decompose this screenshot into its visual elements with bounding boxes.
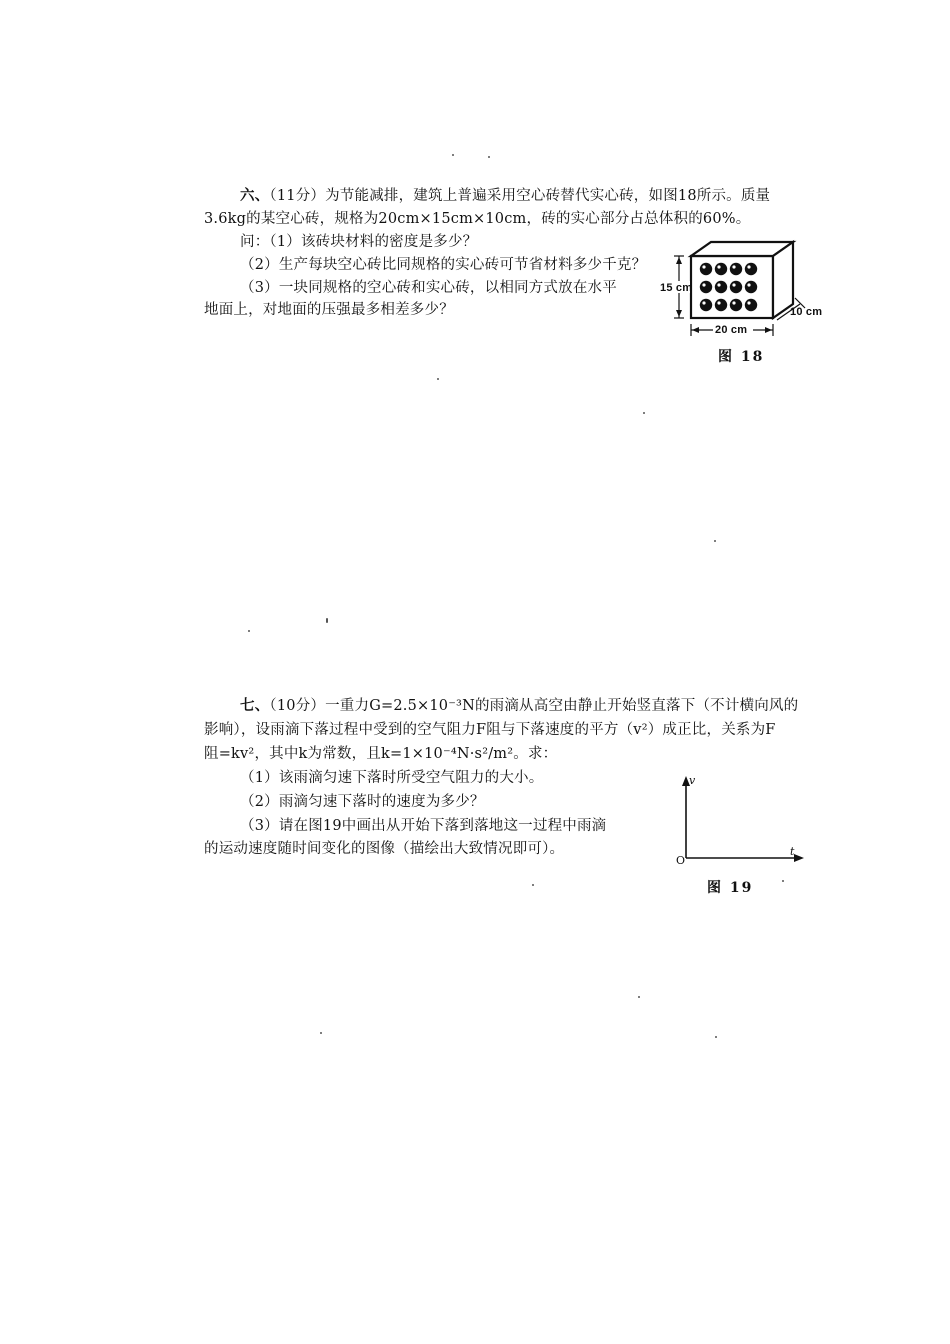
brick-hole [700,281,712,293]
brick-hole [715,263,727,275]
brick-hole [730,263,742,275]
scan-speck [714,540,716,542]
scan-speck [715,1036,717,1038]
dim-height-label: 15 cm [660,282,693,294]
scan-speck [488,156,490,158]
brick-hole [715,299,727,311]
q6-sub3b: 地面上，对地面的压强最多相差多少？ [204,302,454,318]
q6-points: （11分） [269,188,326,204]
t-axis-label: t [790,845,795,858]
q6-line1 [240,186,770,206]
figure-19-caption: 图 19 [707,880,754,896]
q7-points: （10分） [269,698,326,714]
q6-text-line1: 为节能减排，建筑上普遍采用空心砖替代实心砖，如图18所示。质量 [325,188,771,204]
origin-label: O [676,854,686,867]
q6-label: 六、 [240,187,270,204]
q7-text-line1: 一重力G=2.5×10⁻³N的雨滴从高空由静止开始竖直落下（不计横向风的 [325,698,799,714]
scan-speck [643,412,645,414]
q7-line3: 阻=kv²，其中k为常数，且k=1×10⁻⁴N·s²/m²。求： [204,746,558,762]
dim-depth-label: 10 cm [790,306,823,318]
q6-line2: 3.6kg的某空心砖，规格为20cm×15cm×10cm，砖的实心部分占总体积的60%。 [204,211,751,227]
q6-sub2: （2）生产每块空心砖比同规格的实心砖可节省材料多少千克？ [240,257,647,273]
q7-sub3a: （3）请在图19中画出从开始下落到落地这一过程中雨滴 [240,818,607,834]
brick-hole [745,281,757,293]
t-axis-arrow [794,854,804,862]
figure-18-caption: 图 18 [718,349,765,365]
brick-hole [715,281,727,293]
brick-hole [745,299,757,311]
scan-speck [326,618,328,623]
q7-line1 [240,696,798,716]
scan-speck [452,154,454,156]
scan-speck [437,378,439,380]
scan-speck [638,996,640,998]
brick-hole [700,299,712,311]
scan-speck [248,630,250,632]
q7-sub2: （2）雨滴匀速下落时的速度为多少？ [240,794,485,810]
q7-label: 七、 [240,697,270,714]
q7-sub3b: 的运动速度随时间变化的图像（描绘出大致情况即可）。 [204,841,565,857]
brick-hole [730,281,742,293]
q6-sub1: 问：（1）该砖块材料的密度是多少？ [240,234,478,250]
dim-width-label: 20 cm [715,324,748,336]
q7-line2: 影响），设雨滴下落过程中受到的空气阻力F阻与下落速度的平方（v²）成正比，关系为F [204,722,776,738]
v-axis-label: v [689,774,696,787]
q7-sub1: （1）该雨滴匀速下落时所受空气阻力的大小。 [240,770,544,786]
brick-hole [745,263,757,275]
scan-speck [532,884,534,886]
q6-sub3a: （3）一块同规格的空心砖和实心砖，以相同方式放在水平 [240,280,617,296]
brick-hole [700,263,712,275]
scan-speck [782,880,784,882]
brick-hole [730,299,742,311]
scan-speck [320,1032,322,1034]
